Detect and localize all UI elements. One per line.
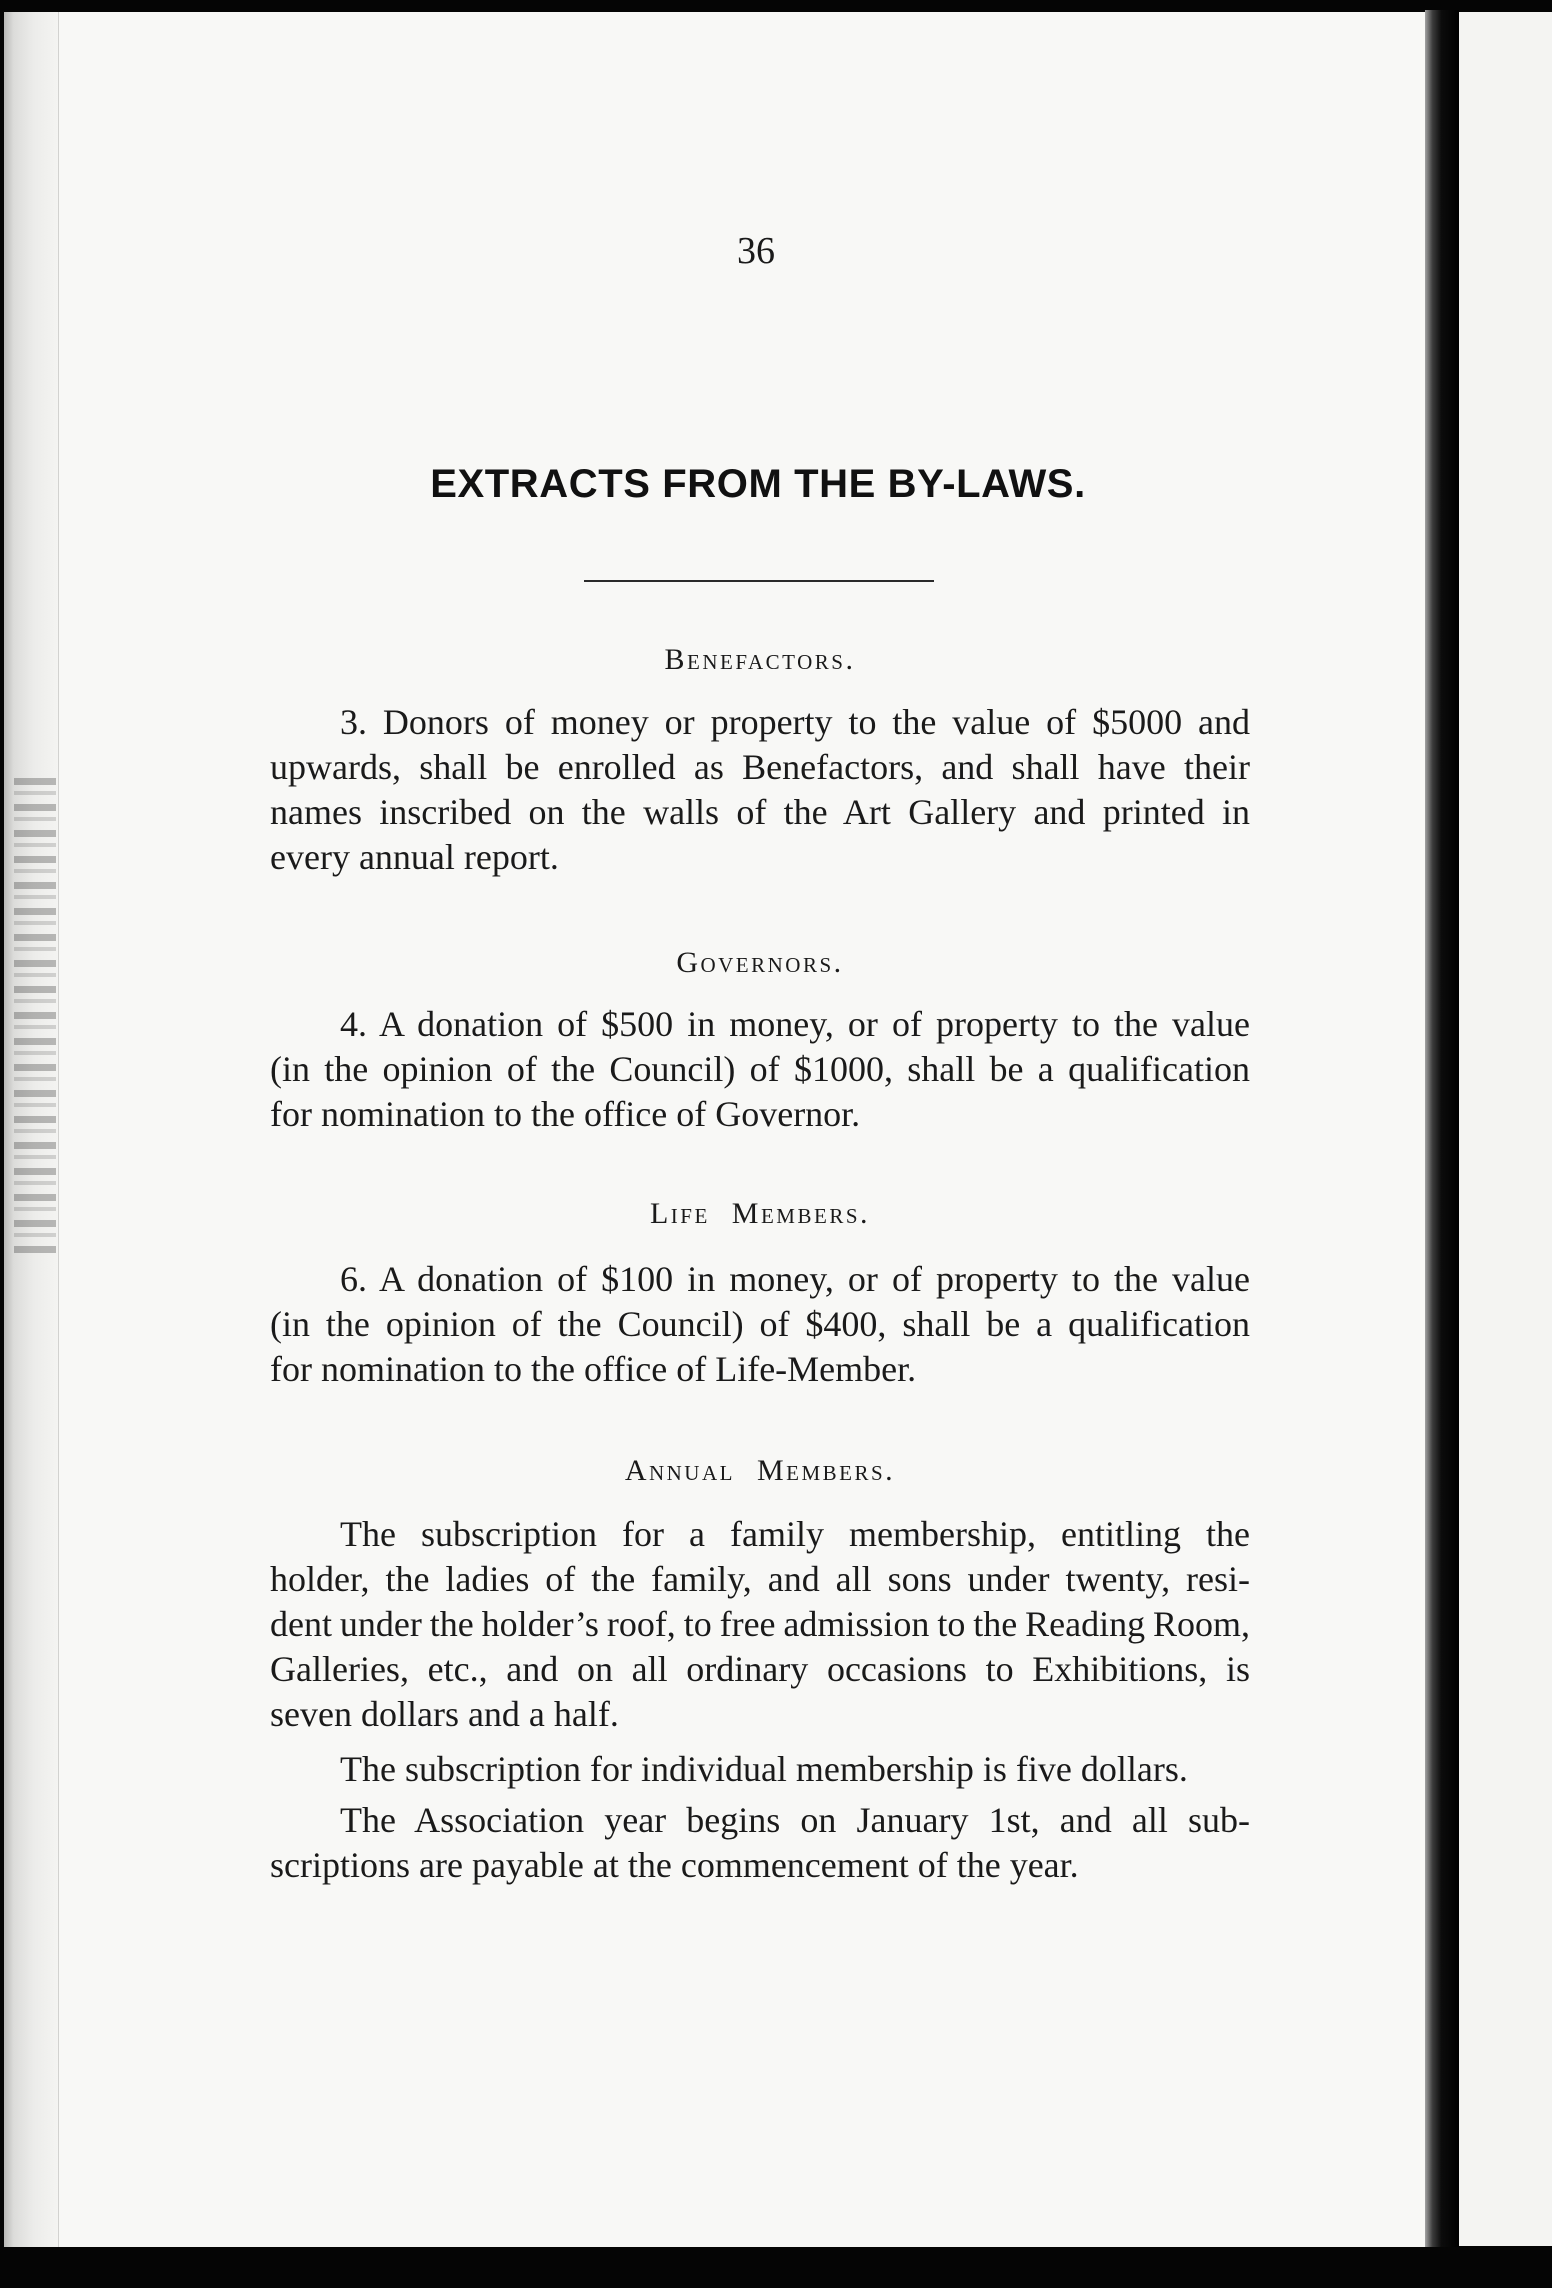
text-line: upwards, shall be enrolled as Benefactors, and shall have their xyxy=(270,747,1250,787)
section-heading: Benefactors. xyxy=(664,643,856,676)
text-line: (in the opinion of the Council) of $400, shall be a qualification xyxy=(270,1304,1250,1344)
text-line: every annual report. xyxy=(270,837,559,877)
paragraph xyxy=(270,700,1250,880)
title-rule xyxy=(584,580,934,582)
binding-gutter-shadow xyxy=(1425,10,1459,2247)
section-heading: Life Members. xyxy=(649,1197,871,1230)
text-line: for nomination to the office of Governor. xyxy=(270,1094,861,1134)
text-line: for nomination to the office of Life-Member. xyxy=(270,1349,917,1389)
text-line: The subscription for individual membership is five dollars. xyxy=(340,1749,1188,1789)
paragraph xyxy=(270,1257,1250,1392)
text-line: The subscription for a family membership, entitling the xyxy=(340,1514,1250,1554)
page-title: EXTRACTS FROM THE BY-LAWS. xyxy=(430,462,1086,506)
text-line: dent under the holder’s roof, to free admission to the Reading Room, xyxy=(270,1604,1250,1644)
text-line: (in the opinion of the Council) of $1000, shall be a qualification xyxy=(270,1049,1250,1089)
gutter-bleed-marks xyxy=(14,778,56,1258)
text-line: 6. A donation of $100 in money, or of property to the value xyxy=(340,1259,1250,1299)
paragraph xyxy=(270,1512,1250,1737)
facing-page-edge xyxy=(1459,12,1552,2246)
paragraph xyxy=(270,1798,1250,1888)
paragraph xyxy=(270,1002,1250,1137)
text-line: scriptions are payable at the commencement of the year. xyxy=(270,1845,1079,1885)
text-line: names inscribed on the walls of the Art Gallery and printed in xyxy=(270,792,1250,832)
page-number: 36 xyxy=(737,230,775,272)
text-line: Galleries, etc., and on all ordinary occasions to Exhibitions, is xyxy=(270,1649,1250,1689)
section-heading: Annual Members. xyxy=(624,1454,896,1487)
section-heading: Governors. xyxy=(676,946,844,979)
text-line: 4. A donation of $500 in money, or of property to the value xyxy=(340,1004,1250,1044)
text-line: 3. Donors of money or property to the value of $5000 and xyxy=(340,702,1250,742)
text-line: seven dollars and a half. xyxy=(270,1694,619,1734)
text-line: The Association year begins on January 1st, and all sub- xyxy=(340,1800,1250,1840)
paragraph xyxy=(270,1747,1250,1792)
text-line: holder, the ladies of the family, and all sons under twenty, resi- xyxy=(270,1559,1250,1599)
